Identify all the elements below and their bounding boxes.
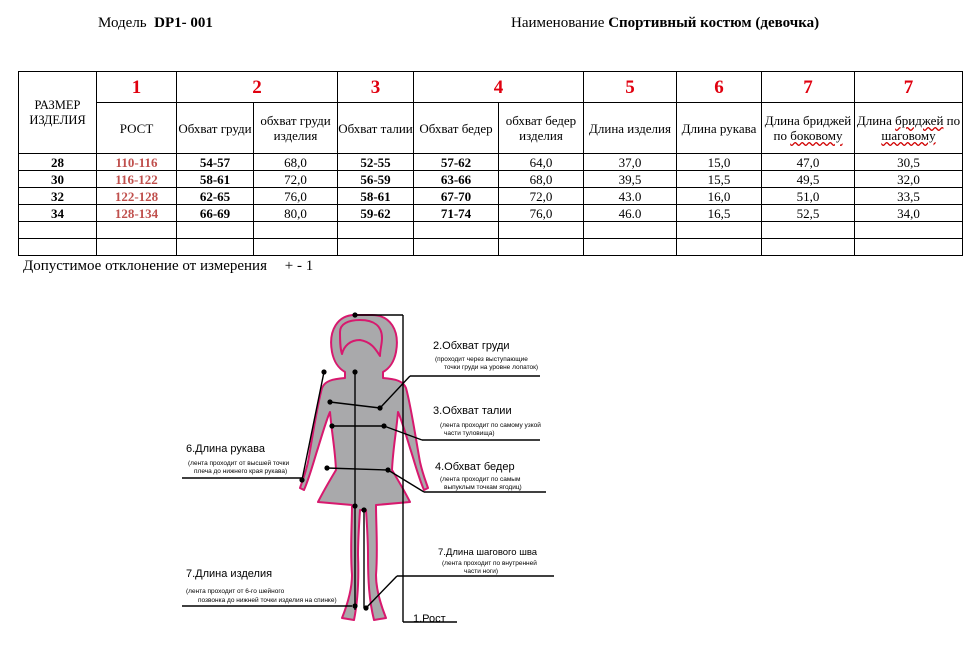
table-cell: 68,0	[499, 171, 584, 188]
table-cell: 64,0	[499, 154, 584, 171]
empty-cell	[97, 239, 177, 256]
column-header	[855, 103, 963, 154]
chest-note: точки груди на уровне лопаток)	[444, 364, 539, 371]
table-cell: 46.0	[584, 205, 677, 222]
table-row	[19, 205, 963, 222]
table-cell: 16,0	[677, 188, 762, 205]
waist-label: 3.Обхват талии	[433, 405, 512, 417]
table-row	[19, 171, 963, 188]
column-header-text: Длина бриджей по	[764, 113, 852, 143]
column-header: Обхват бедер	[414, 103, 499, 154]
column-header: Обхват груди	[177, 103, 254, 154]
column-header-text: бриджей	[895, 113, 944, 128]
table-cell: 16,5	[677, 205, 762, 222]
table-cell: 58-61	[177, 171, 254, 188]
column-header: Длина рукава	[677, 103, 762, 154]
column-header: Длина изделия	[584, 103, 677, 154]
table-cell: 30,5	[855, 154, 963, 171]
empty-cell	[414, 239, 499, 256]
table-cell: 66-69	[177, 205, 254, 222]
size-cell: 28	[19, 154, 97, 171]
empty-cell	[762, 222, 855, 239]
column-header	[762, 103, 855, 154]
empty-cell	[177, 222, 254, 239]
empty-cell	[584, 239, 677, 256]
inseam-note: (лента проходит по внутренней	[442, 560, 537, 567]
table-cell: 49,5	[762, 171, 855, 188]
empty-cell	[97, 222, 177, 239]
tolerance-note	[23, 258, 313, 275]
empty-cell	[19, 239, 97, 256]
column-header: обхват груди изделия	[254, 103, 338, 154]
table-cell: 52-55	[338, 154, 414, 171]
size-chart-table	[18, 71, 963, 256]
table-cell: 47,0	[762, 154, 855, 171]
group-number: 3	[338, 72, 414, 103]
waist-note: (лента проходит по самому узкой	[440, 422, 541, 429]
table-row	[19, 154, 963, 171]
name-label: Наименование	[511, 15, 605, 31]
table-body	[19, 154, 963, 256]
empty-table-row	[19, 239, 963, 256]
table-cell: 15,5	[677, 171, 762, 188]
group-number: 7	[855, 72, 963, 103]
empty-cell	[677, 222, 762, 239]
table-row	[19, 188, 963, 205]
column-header-row	[19, 103, 963, 154]
empty-cell	[19, 222, 97, 239]
size-cell: 30	[19, 171, 97, 188]
column-header-text: шаговому	[881, 128, 936, 143]
group-number: 1	[97, 72, 177, 103]
chest-note: (проходит через выступающие	[435, 356, 528, 363]
table-cell: 37,0	[584, 154, 677, 171]
inseam-note: части ноги)	[464, 568, 499, 575]
size-cell: 34	[19, 205, 97, 222]
size-label-line2: ИЗДЕЛИЯ	[29, 112, 86, 127]
column-header-text: Длина	[856, 113, 896, 128]
column-header: РОСТ	[97, 103, 177, 154]
height-cell: 110-116	[97, 154, 177, 171]
table-cell: 76,0	[499, 205, 584, 222]
measurement-diagram-svg	[182, 310, 554, 630]
height-cell: 122-128	[97, 188, 177, 205]
sleeve-note: (лента проходит от высшей точки	[188, 460, 290, 467]
table-cell: 72,0	[499, 188, 584, 205]
empty-table-row	[19, 222, 963, 239]
table-cell: 56-59	[338, 171, 414, 188]
empty-cell	[414, 222, 499, 239]
height-cell: 128-134	[97, 205, 177, 222]
empty-cell	[855, 222, 963, 239]
column-header-text: боковому	[790, 128, 843, 143]
table-cell: 80,0	[254, 205, 338, 222]
table-cell: 54-57	[177, 154, 254, 171]
table-cell: 34,0	[855, 205, 963, 222]
empty-cell	[338, 239, 414, 256]
table-cell: 43.0	[584, 188, 677, 205]
tolerance-text: Допустимое отклонение от измерения	[23, 258, 267, 274]
sleeve-label: 6.Длина рукава	[186, 443, 265, 455]
tolerance-value: + - 1	[284, 258, 314, 274]
table-cell: 72,0	[254, 171, 338, 188]
table-cell: 51,0	[762, 188, 855, 205]
group-number: 4	[414, 72, 584, 103]
model-label: Модель	[98, 15, 147, 31]
table-cell: 32,0	[855, 171, 963, 188]
garment-length-note: позвонка до нижней точки изделия на спинке)	[198, 597, 337, 604]
size-label-line1: РАЗМЕР	[34, 97, 81, 112]
table-cell: 71-74	[414, 205, 499, 222]
empty-cell	[499, 222, 584, 239]
group-number: 5	[584, 72, 677, 103]
table-cell: 63-66	[414, 171, 499, 188]
model-value: DP1- 001	[154, 15, 213, 31]
column-header-text: по	[943, 113, 961, 128]
table-cell: 39,5	[584, 171, 677, 188]
table-cell: 57-62	[414, 154, 499, 171]
table-cell: 68,0	[254, 154, 338, 171]
inseam-label: 7.Длина шагового шва	[438, 547, 538, 558]
group-number: 6	[677, 72, 762, 103]
product-name-header	[511, 15, 819, 32]
empty-cell	[584, 222, 677, 239]
waist-note: части туловища)	[444, 430, 495, 437]
group-number-row	[19, 72, 963, 103]
hip-note: (лента проходит по самым	[440, 476, 521, 483]
empty-cell	[177, 239, 254, 256]
empty-cell	[855, 239, 963, 256]
table-cell: 52,5	[762, 205, 855, 222]
empty-cell	[762, 239, 855, 256]
table-cell: 15,0	[677, 154, 762, 171]
table-cell: 67-70	[414, 188, 499, 205]
empty-cell	[499, 239, 584, 256]
column-header: Обхват талии	[338, 103, 414, 154]
size-cell: 32	[19, 188, 97, 205]
empty-cell	[254, 239, 338, 256]
hip-label: 4.Обхват бедер	[435, 461, 515, 473]
column-header: обхват бедер изделия	[499, 103, 584, 154]
model-header	[98, 15, 213, 32]
chest-label: 2.Обхват груди	[433, 340, 510, 352]
empty-cell	[338, 222, 414, 239]
garment-length-note: (лента проходит от 6-го шейного	[186, 588, 285, 595]
table-cell: 58-61	[338, 188, 414, 205]
size-header-cell	[19, 72, 97, 154]
empty-cell	[254, 222, 338, 239]
table-cell: 62-65	[177, 188, 254, 205]
table-cell: 33,5	[855, 188, 963, 205]
name-value: Спортивный костюм (девочка)	[608, 15, 820, 31]
table-cell: 59-62	[338, 205, 414, 222]
height-label: 1.Рост	[413, 613, 446, 625]
measurement-diagram	[182, 310, 554, 630]
height-cell: 116-122	[97, 171, 177, 188]
sleeve-note: плеча до нижнего края рукава)	[194, 468, 288, 475]
garment-length-label: 7.Длина изделия	[186, 568, 273, 580]
hip-note: выпуклым точкам ягодиц)	[444, 484, 522, 491]
table-cell: 76,0	[254, 188, 338, 205]
empty-cell	[677, 239, 762, 256]
group-number: 7	[762, 72, 855, 103]
group-number: 2	[177, 72, 338, 103]
